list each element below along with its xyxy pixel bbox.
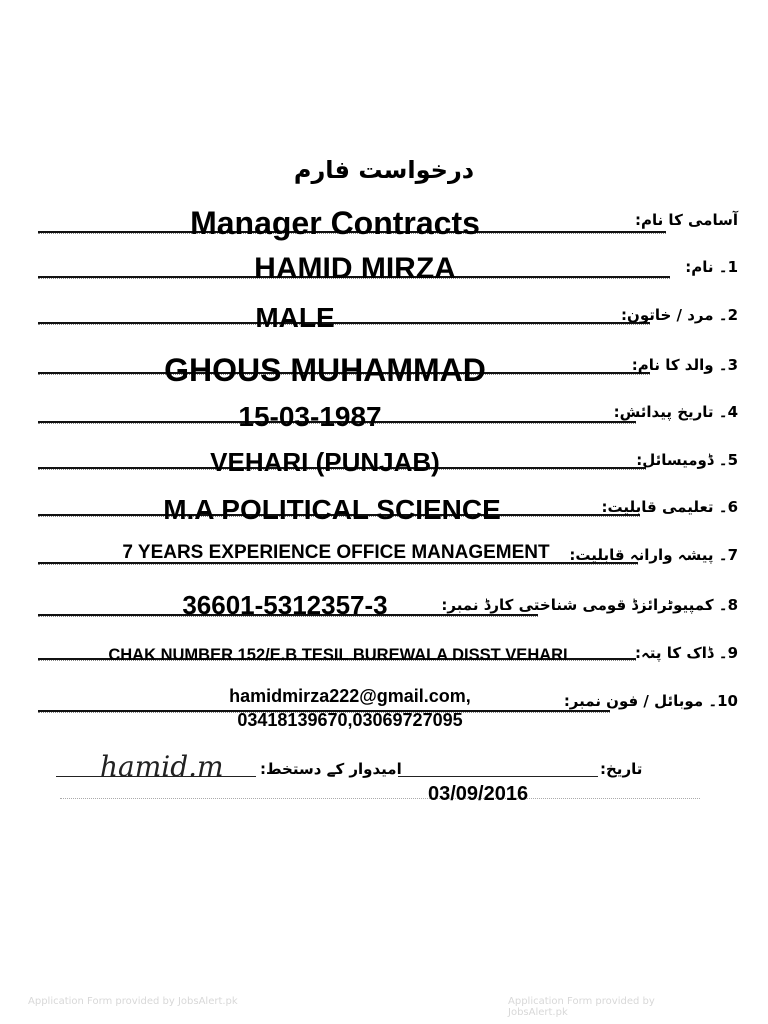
field-experience: [0, 542, 768, 582]
field-value-date-of-birth: 15-03-1987: [238, 401, 382, 432]
field-label-experience: 7۔ پیشہ وارانہ قابلیت:: [569, 546, 738, 564]
field-label-gender: 2۔ مرد / خاتون:: [621, 306, 738, 324]
field-postal-address: [0, 644, 768, 684]
field-domicile: [0, 447, 768, 487]
field-father-name: [0, 352, 768, 392]
field-value-name: HAMID MIRZA: [254, 252, 456, 285]
field-value-gender: MALE: [255, 302, 335, 333]
field-contact: [0, 686, 768, 738]
form-title: درخواست فارم: [293, 156, 475, 184]
field-cnic: [0, 590, 768, 630]
field-value-postal-address: CHAK NUMBER 152/E.B TESIL BUREWALA DISST VEHARI: [108, 646, 568, 664]
field-value-experience: 7 YEARS EXPERIENCE OFFICE MANAGEMENT: [122, 542, 550, 563]
signature-label: امیدوار کے دستخط:: [260, 760, 402, 778]
field-label-cnic: 8۔ کمپیوٹرائزڈ قومی شناختی کارڈ نمبر:: [441, 596, 738, 614]
footer-right: Application Form provided by JobsAlert.pk: [508, 996, 655, 1018]
field-name: [0, 252, 768, 292]
candidate-signature: hamid.m: [100, 750, 224, 783]
field-value-domicile: VEHARI (PUNJAB): [210, 447, 440, 477]
field-label-postal-address: 9۔ ڈاک کا پتہ:: [635, 644, 738, 662]
field-date-of-birth: [0, 401, 768, 441]
dotted-divider: [60, 798, 700, 799]
field-label-domicile: 5۔ ڈومیسائل:: [636, 451, 738, 469]
field-value-post-name: Manager Contracts: [190, 205, 480, 241]
field-value-cnic: 36601-5312357-3: [182, 590, 388, 620]
field-label-post-name: آسامی کا نام:: [634, 211, 738, 229]
field-label-father-name: 3۔ والد کا نام:: [631, 356, 738, 374]
field-label-name: 1۔ نام:: [685, 258, 738, 276]
footer-left: Application Form provided by JobsAlert.pk: [28, 996, 238, 1007]
field-value-email: hamidmirza222@gmail.com,: [229, 686, 471, 706]
date-label: تاریخ:: [600, 760, 643, 778]
field-label-contact: 10۔ موبائل / فون نمبر:: [563, 692, 738, 710]
field-education: [0, 494, 768, 534]
field-value-phone: 03418139670,03069727095: [237, 710, 463, 730]
field-gender: [0, 302, 768, 342]
date-value: 03/09/2016: [428, 783, 529, 805]
field-post-name: [0, 205, 768, 245]
field-value-education: M.A POLITICAL SCIENCE: [163, 494, 501, 525]
field-label-education: 6۔ تعلیمی قابلیت:: [601, 498, 738, 516]
field-label-date-of-birth: 4۔ تاریخ پیدائش:: [613, 403, 738, 421]
field-value-father-name: GHOUS MUHAMMAD: [164, 352, 486, 388]
date-line: [398, 776, 598, 777]
